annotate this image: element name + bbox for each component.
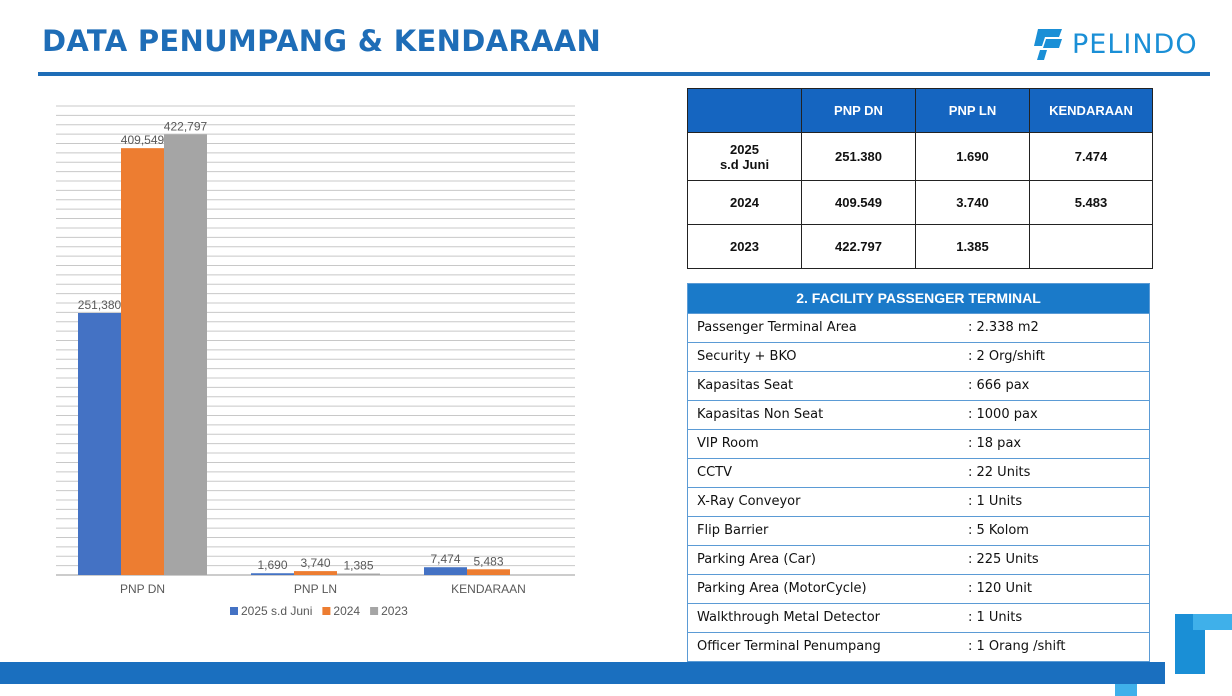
facility-value: : 666 pax bbox=[968, 378, 1030, 393]
data-label: 1,690 bbox=[257, 558, 288, 573]
facility-row bbox=[688, 342, 1149, 371]
facility-panel bbox=[687, 283, 1150, 662]
table-cell: 1.690 bbox=[916, 133, 1030, 181]
table-cell: 1.385 bbox=[916, 225, 1030, 269]
facility-label: X-Ray Conveyor bbox=[697, 494, 801, 509]
facility-value: : 1 Orang /shift bbox=[968, 639, 1066, 654]
data-label: 3,740 bbox=[300, 556, 331, 571]
x-tick-label: PNP LN bbox=[293, 582, 338, 596]
legend-label: 2023 bbox=[381, 604, 408, 618]
facility-value: : 5 Kolom bbox=[968, 523, 1029, 538]
legend-swatch bbox=[322, 607, 330, 615]
facility-row bbox=[688, 429, 1149, 458]
pelindo-logo-icon bbox=[1032, 26, 1068, 62]
data-label: 409,549 bbox=[120, 133, 165, 148]
facility-label: Kapasitas Seat bbox=[697, 378, 794, 393]
facility-label: Parking Area (Car) bbox=[697, 552, 816, 567]
table-header-cell: PNP LN bbox=[916, 89, 1030, 133]
table-row bbox=[688, 133, 1153, 181]
chart-bar bbox=[294, 571, 337, 575]
page-title: DATA PENUMPANG & KENDARAAN bbox=[42, 24, 602, 58]
table-cell: 422.797 bbox=[802, 225, 916, 269]
legend-label: 2025 s.d Juni bbox=[241, 604, 313, 618]
facility-label: Kapasitas Non Seat bbox=[697, 407, 824, 422]
table-row bbox=[688, 225, 1153, 269]
chart-bar bbox=[337, 574, 380, 575]
bar-chart bbox=[40, 96, 585, 636]
facility-row bbox=[688, 603, 1149, 632]
legend-swatch bbox=[230, 607, 238, 615]
facility-label: CCTV bbox=[697, 465, 732, 480]
chart-bar bbox=[121, 148, 164, 575]
table-cell: 409.549 bbox=[802, 181, 916, 225]
facility-value: : 1 Units bbox=[968, 494, 1023, 509]
table-cell: 5.483 bbox=[1030, 181, 1153, 225]
facility-value: : 225 Units bbox=[968, 552, 1039, 567]
facility-value: : 22 Units bbox=[968, 465, 1031, 480]
footer-bar bbox=[0, 662, 1115, 684]
table-cell: 7.474 bbox=[1030, 133, 1153, 181]
chart-bar bbox=[467, 569, 510, 575]
table-cell-year: 2025 s.d Juni bbox=[688, 133, 802, 181]
logo-text: PELINDO bbox=[1072, 29, 1198, 60]
table-header-cell: KENDARAAN bbox=[1030, 89, 1153, 133]
facility-label: VIP Room bbox=[697, 436, 759, 451]
chart-bar bbox=[78, 313, 121, 575]
table-cell-year: 2023 bbox=[688, 225, 802, 269]
facility-row bbox=[688, 487, 1149, 516]
x-tick-label: KENDARAAN bbox=[451, 582, 526, 596]
facility-value: : 1 Units bbox=[968, 610, 1023, 625]
chart-bar bbox=[251, 573, 294, 575]
summary-table bbox=[687, 88, 1153, 269]
data-label: 422,797 bbox=[163, 119, 208, 134]
chart-bar bbox=[424, 567, 467, 575]
data-label: 251,380 bbox=[77, 298, 122, 313]
facility-row bbox=[688, 458, 1149, 487]
facility-row bbox=[688, 400, 1149, 429]
data-label: 1,385 bbox=[343, 558, 374, 573]
facility-value: : 2 Org/shift bbox=[968, 349, 1045, 364]
facility-title: 2. FACILITY PASSENGER TERMINAL bbox=[688, 284, 1149, 313]
facility-row bbox=[688, 574, 1149, 603]
facility-row bbox=[688, 313, 1149, 342]
legend-swatch bbox=[370, 607, 378, 615]
table-row bbox=[688, 181, 1153, 225]
table-cell: 3.740 bbox=[916, 181, 1030, 225]
chart-bar bbox=[164, 134, 207, 575]
table-cell bbox=[1030, 225, 1153, 269]
facility-label: Passenger Terminal Area bbox=[697, 320, 857, 335]
facility-row bbox=[688, 516, 1149, 545]
facility-row bbox=[688, 632, 1149, 661]
legend-label: 2024 bbox=[333, 604, 361, 618]
facility-label: Security + BKO bbox=[697, 349, 797, 364]
table-header-cell bbox=[688, 89, 802, 133]
table-cell: 251.380 bbox=[802, 133, 916, 181]
data-label: 5,483 bbox=[473, 554, 504, 569]
facility-label: Flip Barrier bbox=[697, 523, 769, 538]
facility-value: : 2.338 m2 bbox=[968, 320, 1039, 335]
table-cell-year: 2024 bbox=[688, 181, 802, 225]
corner-decoration bbox=[1115, 614, 1232, 696]
facility-label: Officer Terminal Penumpang bbox=[697, 639, 881, 654]
table-header-cell: PNP DN bbox=[802, 89, 916, 133]
facility-row bbox=[688, 545, 1149, 574]
facility-label: Walkthrough Metal Detector bbox=[697, 610, 881, 625]
facility-value: : 1000 pax bbox=[968, 407, 1038, 422]
facility-value: : 120 Unit bbox=[968, 581, 1032, 596]
facility-label: Parking Area (MotorCycle) bbox=[697, 581, 867, 596]
x-tick-label: PNP DN bbox=[119, 582, 166, 596]
facility-value: : 18 pax bbox=[968, 436, 1022, 451]
facility-row bbox=[688, 371, 1149, 400]
data-label: 7,474 bbox=[430, 552, 461, 567]
header-divider bbox=[38, 72, 1210, 76]
table-header-row bbox=[688, 89, 1153, 133]
